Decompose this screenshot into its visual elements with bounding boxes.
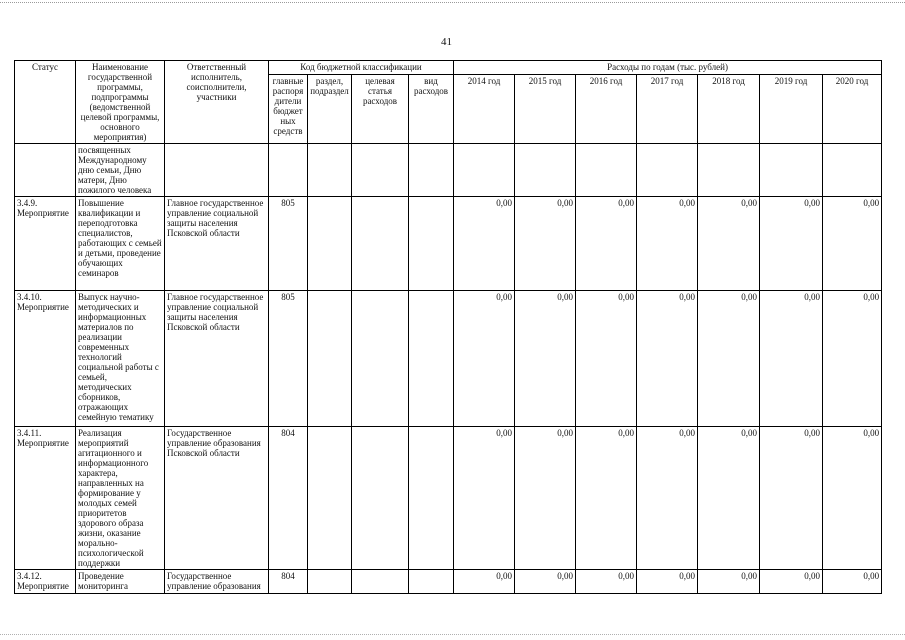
row-type: Мероприятие	[17, 581, 69, 591]
row-code: 3.4.11.	[17, 428, 42, 438]
table-row	[15, 291, 882, 427]
row-code: 3.4.12.	[17, 571, 42, 581]
header-responsible: Ответственный исполнитель, соисполнители, участники	[165, 61, 269, 144]
cell-name: Повышение квалификации и переподготовка специалистов, работающих с семьей и детьми, проведение обучающих семинаров	[76, 197, 165, 291]
row-code: 3.4.10.	[17, 292, 42, 302]
header-bk-grbs: главные распоря дители бюджет ных средств	[269, 75, 308, 144]
cell-status	[15, 197, 76, 291]
cell-value-2014: 0,00	[454, 291, 515, 427]
header-status: Статус	[15, 61, 76, 144]
header-bk-group: Код бюджетной классификации	[269, 61, 454, 75]
cell-grbs: 805	[269, 197, 308, 291]
cell-responsible: Государственное управление образования	[165, 570, 269, 594]
header-year-2014: 2014 год	[454, 75, 515, 144]
cell-value-2015: 0,00	[515, 570, 576, 594]
header-year-2015: 2015 год	[515, 75, 576, 144]
header-year-2018: 2018 год	[698, 75, 760, 144]
cell-value-2018: 0,00	[698, 197, 760, 291]
cell-grbs: 804	[269, 427, 308, 570]
cell-responsible: Главное государственное управление социальной защиты населения Псковской области	[165, 291, 269, 427]
cell-value-2019: 0,00	[760, 427, 823, 570]
cell-name: Проведение мониторинга	[76, 570, 165, 594]
scan-edge-bottom	[0, 634, 905, 637]
cell-section	[308, 291, 352, 427]
cell-type	[409, 197, 454, 291]
cell-value-2018: 0,00	[698, 291, 760, 427]
row-type: Мероприятие	[17, 302, 69, 312]
cell-value-2014: 0,00	[454, 427, 515, 570]
table-row	[15, 427, 882, 570]
cell-article	[352, 197, 409, 291]
cell-value-2020: 0,00	[823, 291, 882, 427]
cell-status	[15, 427, 76, 570]
cell-value-2017: 0,00	[637, 427, 698, 570]
cell-value-2017: 0,00	[637, 570, 698, 594]
header-year-2016: 2016 год	[576, 75, 637, 144]
cell-value-2016: 0,00	[576, 291, 637, 427]
cell-status	[15, 144, 76, 197]
cell-value-2016: 0,00	[576, 427, 637, 570]
cell-value-2016: 0,00	[576, 197, 637, 291]
cell-value-2014: 0,00	[454, 570, 515, 594]
cell-value-2020: 0,00	[823, 427, 882, 570]
row-type: Мероприятие	[17, 438, 69, 448]
cell-type	[409, 291, 454, 427]
cell-type	[409, 570, 454, 594]
row-code: 3.4.9.	[17, 198, 38, 208]
cell-responsible: Государственное управление образования Псковской области	[165, 427, 269, 570]
scan-edge-top	[0, 2, 905, 5]
header-year-2017: 2017 год	[637, 75, 698, 144]
cell-type	[409, 427, 454, 570]
cell-status	[15, 570, 76, 594]
cell-value-2019: 0,00	[760, 197, 823, 291]
cell-value-2019: 0,00	[760, 291, 823, 427]
cell-value-2019: 0,00	[760, 570, 823, 594]
header-expenses-group: Расходы по годам (тыс. рублей)	[454, 61, 882, 75]
cell-name: посвященных Международному дню семьи, Дню матери, Дню пожилого человека	[76, 144, 165, 197]
header-bk-section: раздел, подраздел	[308, 75, 352, 144]
cell-value-2020: 0,00	[823, 197, 882, 291]
cell-section	[308, 570, 352, 594]
cell-section	[308, 197, 352, 291]
header-name: Наименование государственной программы, подпрограммы (ведомственной целевой программы, основного мероприятия)	[76, 61, 165, 144]
cell-name: Реализация мероприятий агитационного и информационного характера, направленных на формирование у молодых семей приоритетов здорового образа жизни, оказание морально-психологической поддержки	[76, 427, 165, 570]
cell-value-2015: 0,00	[515, 427, 576, 570]
cell-value-2015: 0,00	[515, 291, 576, 427]
table-row	[15, 197, 882, 291]
table-row-continuation	[15, 144, 882, 197]
cell-status	[15, 291, 76, 427]
cell-value-2018: 0,00	[698, 570, 760, 594]
header-year-2020: 2020 год	[823, 75, 882, 144]
budget-table	[14, 60, 882, 594]
cell-responsible: Главное государственное управление социальной защиты населения Псковской области	[165, 197, 269, 291]
header-bk-type: вид расходов	[409, 75, 454, 144]
cell-article	[352, 427, 409, 570]
cell-grbs: 805	[269, 291, 308, 427]
table-row	[15, 570, 882, 594]
header-bk-article: целевая статья расходов	[352, 75, 409, 144]
cell-name: Выпуск научно-методических и информационных материалов по реализации современных технологий социальной работы с семьей, методических сборников, отражающих семейную тематику	[76, 291, 165, 427]
cell-value-2017: 0,00	[637, 197, 698, 291]
header-year-2019: 2019 год	[760, 75, 823, 144]
cell-article	[352, 291, 409, 427]
cell-value-2020: 0,00	[823, 570, 882, 594]
row-type: Мероприятие	[17, 208, 69, 218]
cell-value-2018: 0,00	[698, 427, 760, 570]
cell-value-2015: 0,00	[515, 197, 576, 291]
cell-article	[352, 570, 409, 594]
cell-value-2016: 0,00	[576, 570, 637, 594]
cell-value-2014: 0,00	[454, 197, 515, 291]
cell-value-2017: 0,00	[637, 291, 698, 427]
cell-section	[308, 427, 352, 570]
page-number: 41	[441, 36, 452, 48]
cell-grbs: 804	[269, 570, 308, 594]
